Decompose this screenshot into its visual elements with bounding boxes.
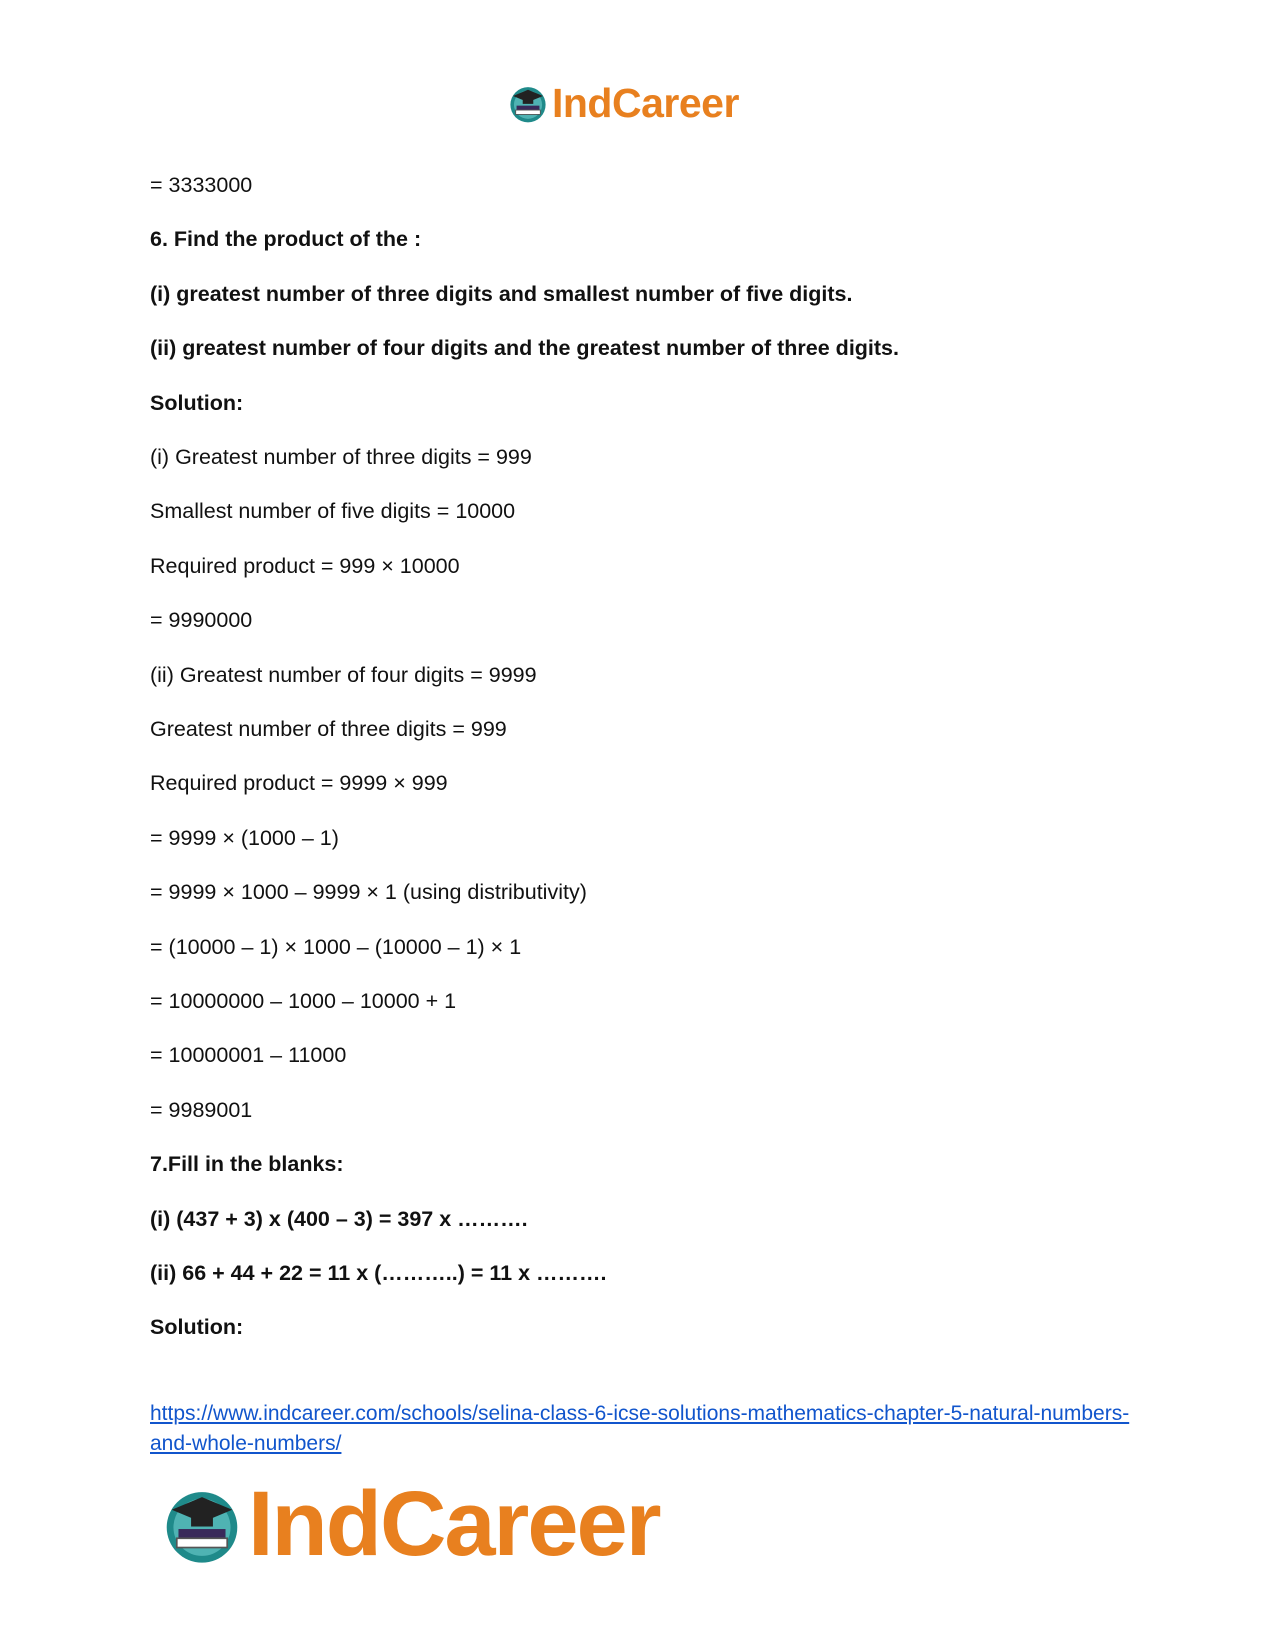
solution-text-line: (ii) Greatest number of four digits = 9999 <box>150 662 537 687</box>
question-text-line: (ii) greatest number of four digits and the greatest number of three digits. <box>150 336 899 361</box>
source-link[interactable]: https://www.indcareer.com/schools/selina-class-6-icse-solutions-mathematics-chapter-5-natural-numbers-and-whole-numbers/ <box>150 1402 1130 1455</box>
question-text-line: (ii) 66 + 44 + 22 = 11 x (………..) = 11 x ………. <box>150 1261 607 1285</box>
solution-text-line: (i) Greatest number of three digits = 999 <box>150 445 532 469</box>
question-text-line: Solution: <box>150 390 244 415</box>
solution-text-line: = 9989001 <box>150 1097 253 1122</box>
question-text-line: 6. Find the product of the : <box>150 227 422 252</box>
footer-logo <box>160 1474 660 1574</box>
question-text-line: Solution: <box>150 1315 244 1340</box>
solution-text-line: = 10000001 – 11000 <box>150 1043 347 1068</box>
question-text-line: (i) (437 + 3) x (400 – 3) = 397 x ………. <box>150 1206 528 1231</box>
question-text-line: (i) greatest number of three digits and smallest number of five digits. <box>150 281 853 306</box>
header-logo-icon <box>506 81 550 125</box>
header-logo-text: IndCareer <box>552 80 739 126</box>
solution-text-line: = 9999 × 1000 – 9999 × 1 (using distributivity) <box>150 880 587 905</box>
header-logo <box>506 80 739 126</box>
footer-logo-text: IndCareer <box>248 1473 660 1575</box>
solution-text-line: = 3333000 <box>150 173 253 197</box>
footer-logo-icon <box>160 1482 244 1566</box>
solution-text-line: Greatest number of three digits = 999 <box>150 717 507 741</box>
question-text-line: 7.Fill in the blanks: <box>150 1152 344 1177</box>
solution-text-line: = 10000000 – 1000 – 10000 + 1 <box>150 989 457 1013</box>
solution-text-line: Smallest number of five digits = 10000 <box>150 499 516 524</box>
solution-text-line: = (10000 – 1) × 1000 – (10000 – 1) × 1 <box>150 934 522 959</box>
solution-text-line: Required product = 9999 × 999 <box>150 771 448 796</box>
solution-text-line: Required product = 999 × 10000 <box>150 553 460 578</box>
solution-text-line: = 9999 × (1000 – 1) <box>150 825 339 850</box>
solution-text-line: = 9990000 <box>150 608 253 633</box>
